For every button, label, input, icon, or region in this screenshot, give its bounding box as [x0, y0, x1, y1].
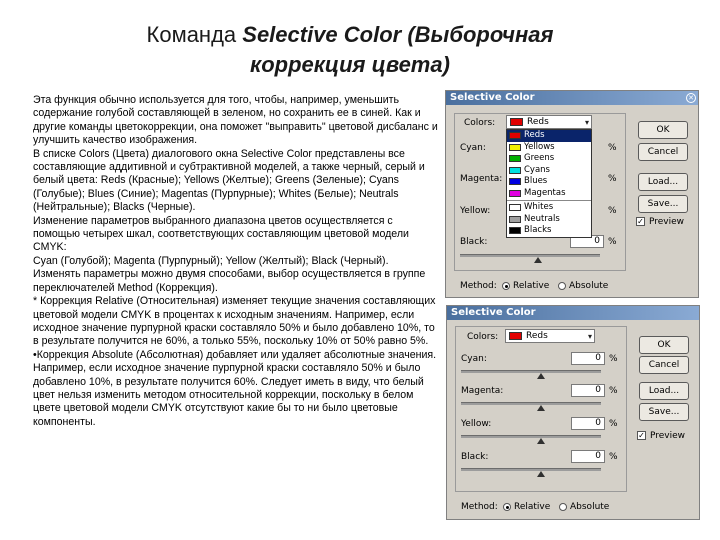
paragraph: * Коррекция Relative (Относительная) изменяет текущие значения составляющих цветовой модели CMYK в процентах к исходным значениям. Например, если исходное значение пурпурной краски составляло 50% и было добавлено 10%, то в результате получится не 60%, а только 55%, поскольку 10% от 50% равно 5%.	[33, 295, 436, 348]
dropdown-item-label: Whites	[524, 202, 554, 212]
black-label: Black:	[460, 237, 488, 247]
dropdown-item-whites[interactable]	[507, 202, 591, 214]
cyan-label: Cyan:	[460, 143, 486, 153]
percent-label: %	[609, 419, 618, 429]
black-slider-track[interactable]	[460, 254, 600, 257]
dropdown-item-label: Reds	[524, 130, 545, 140]
slide-title	[60, 20, 640, 80]
absolute-label: Absolute	[570, 502, 610, 512]
selective-color-dialog-2	[446, 305, 700, 520]
close-icon[interactable]: ✕	[686, 93, 696, 103]
title-prefix: Команда	[146, 22, 243, 47]
relative-radio[interactable]	[503, 503, 511, 511]
dropdown-item-blacks[interactable]	[507, 225, 591, 237]
dropdown-item-label: Blues	[524, 176, 548, 186]
dropdown-item-magentas[interactable]	[507, 188, 591, 200]
magenta-label: Magenta:	[460, 174, 503, 184]
percent-label: %	[609, 452, 618, 462]
paragraph: В списке Colors (Цвета) диалогового окна Selective Color представлены все составляющие аддитивной и субтрактивной моделей, а также черный, серый и белый цвета: Reds (Красные); Yellows (Желтые); Greens (Зеленые); Cyans (Голубые); Blues (Синие); Magentas (Пурпурные); Whites (Белые); Neutrals (Нейтральные); Blacks (Черные).	[33, 147, 425, 214]
preview-checkbox[interactable]: ✓	[638, 431, 645, 440]
paragraph: Изменение параметров выбранного диапазона цветов осуществляется с помощью четырех шкал, соответствующих составляющим цветовой модели CMYK:	[33, 214, 409, 254]
colors-dropdown[interactable]	[506, 129, 592, 238]
save-button[interactable]: Save...	[639, 403, 689, 421]
colors-select-value: Reds	[527, 117, 549, 127]
dialog-title: Selective Color	[451, 307, 536, 318]
black-label: Black:	[461, 452, 489, 462]
yellow-slider-thumb[interactable]	[537, 438, 545, 444]
color-swatch	[509, 178, 521, 185]
absolute-label: Absolute	[569, 281, 609, 291]
relative-label: Relative	[514, 502, 551, 512]
dropdown-separator	[507, 200, 591, 201]
percent-label: %	[608, 143, 617, 153]
cancel-button[interactable]: Cancel	[638, 143, 688, 161]
paragraph: Эта функция обычно используется для того, чтобы, например, уменьшить содержание голубой составляющей в зеленом, но сохранить ее в синей. Как и другие команды цветокоррекции, она поможет "выправить" цветовой дисбаланс и улучшить качество изображения.	[33, 94, 438, 147]
method-label: Method:	[461, 502, 498, 512]
cyan-slider-track[interactable]	[461, 370, 601, 373]
black-slider-thumb[interactable]	[534, 257, 542, 263]
method-label: Method:	[460, 281, 497, 291]
black-value-input[interactable]: 0	[571, 450, 605, 463]
percent-label: %	[608, 206, 617, 216]
colors-select[interactable]	[505, 329, 595, 343]
colors-label: Colors:	[467, 332, 499, 342]
color-swatch	[509, 332, 522, 340]
color-swatch	[509, 227, 521, 234]
paragraph: Cyan (Голубой); Magenta (Пурпурный); Yellow (Желтый); Black (Черный).	[33, 254, 389, 267]
color-swatch	[510, 118, 523, 126]
chevron-down-icon: ▾	[587, 332, 592, 341]
yellow-label: Yellow:	[460, 206, 491, 216]
dropdown-item-blues[interactable]	[507, 176, 591, 188]
cancel-button[interactable]: Cancel	[639, 356, 689, 374]
dropdown-item-cyans[interactable]	[507, 165, 591, 177]
dropdown-item-label: Magentas	[524, 187, 566, 198]
cyan-slider-thumb[interactable]	[537, 373, 545, 379]
color-swatch	[509, 155, 521, 162]
preview-label: Preview	[650, 431, 686, 441]
dropdown-item-label: Yellows	[524, 141, 555, 152]
load-button[interactable]: Load...	[638, 173, 688, 191]
color-swatch	[509, 204, 521, 211]
paragraph: Изменять параметры можно двумя способами, выбор осуществляется в группе переключателей Method (Коррекция).	[33, 268, 426, 294]
cyan-label: Cyan:	[461, 354, 487, 364]
colors-select-value: Reds	[526, 331, 548, 341]
preview-checkbox[interactable]: ✓	[637, 217, 644, 226]
body-text	[33, 94, 439, 429]
yellow-value-input[interactable]: 0	[571, 417, 605, 430]
color-swatch	[509, 144, 521, 151]
selective-color-dialog-1	[445, 90, 699, 298]
colors-label: Colors:	[464, 118, 496, 128]
absolute-radio[interactable]	[558, 282, 566, 290]
dropdown-item-neutrals[interactable]	[507, 214, 591, 226]
color-swatch	[509, 190, 521, 197]
color-swatch	[509, 167, 521, 174]
percent-label: %	[608, 174, 617, 184]
color-swatch	[509, 216, 521, 223]
save-button[interactable]: Save...	[638, 195, 688, 213]
magenta-label: Magenta:	[461, 386, 504, 396]
black-slider-thumb[interactable]	[537, 471, 545, 477]
magenta-slider-thumb[interactable]	[537, 405, 545, 411]
relative-radio[interactable]	[502, 282, 510, 290]
load-button[interactable]: Load...	[639, 382, 689, 400]
colors-select[interactable]	[506, 115, 592, 129]
black-slider-track[interactable]	[461, 468, 601, 471]
black-value-input[interactable]: 0	[570, 235, 604, 248]
dialog-title: Selective Color	[450, 92, 535, 103]
title-line-2: коррекция цвета)	[250, 52, 450, 77]
percent-label: %	[609, 354, 618, 364]
dropdown-item-label: Cyans	[524, 164, 550, 175]
percent-label: %	[609, 386, 618, 396]
absolute-radio[interactable]	[559, 503, 567, 511]
title-line-1	[60, 20, 640, 50]
preview-label: Preview	[649, 217, 685, 227]
ok-button[interactable]: OK	[638, 121, 688, 139]
dialog-titlebar	[447, 306, 699, 320]
yellow-label: Yellow:	[461, 419, 492, 429]
dialog-titlebar	[446, 91, 698, 105]
relative-label: Relative	[513, 281, 550, 291]
yellow-slider-track[interactable]	[461, 435, 601, 438]
dropdown-item-yellows[interactable]	[507, 142, 591, 154]
paragraph: •Коррекция Absolute (Абсолютная) добавляет или удаляет абсолютные значения. Например, если исходное значение пурпурной краски составляло 50% и было добавлено 10%, в результате получится 60%. Следует иметь в виду, что белый цвет нельзя изменить методом относительной коррекции, поскольку в белом цвете цветовой модели CMYK отсутствуют какие бы то ни было цветовые компоненты.	[33, 348, 437, 428]
dropdown-item-greens[interactable]	[507, 153, 591, 165]
dropdown-item-label: Neutrals	[524, 213, 560, 224]
ok-button[interactable]: OK	[639, 336, 689, 354]
dropdown-item-label: Greens	[524, 153, 555, 163]
title-bold: Selective Color (Выборочная	[242, 22, 554, 47]
percent-label: %	[608, 237, 617, 247]
magenta-value-input[interactable]: 0	[571, 384, 605, 397]
color-swatch	[509, 132, 521, 139]
cyan-value-input[interactable]: 0	[571, 352, 605, 365]
dropdown-item-label: Blacks	[524, 225, 552, 235]
magenta-slider-track[interactable]	[461, 402, 601, 405]
chevron-down-icon: ▾	[584, 118, 589, 127]
dropdown-item-reds[interactable]	[507, 130, 591, 142]
